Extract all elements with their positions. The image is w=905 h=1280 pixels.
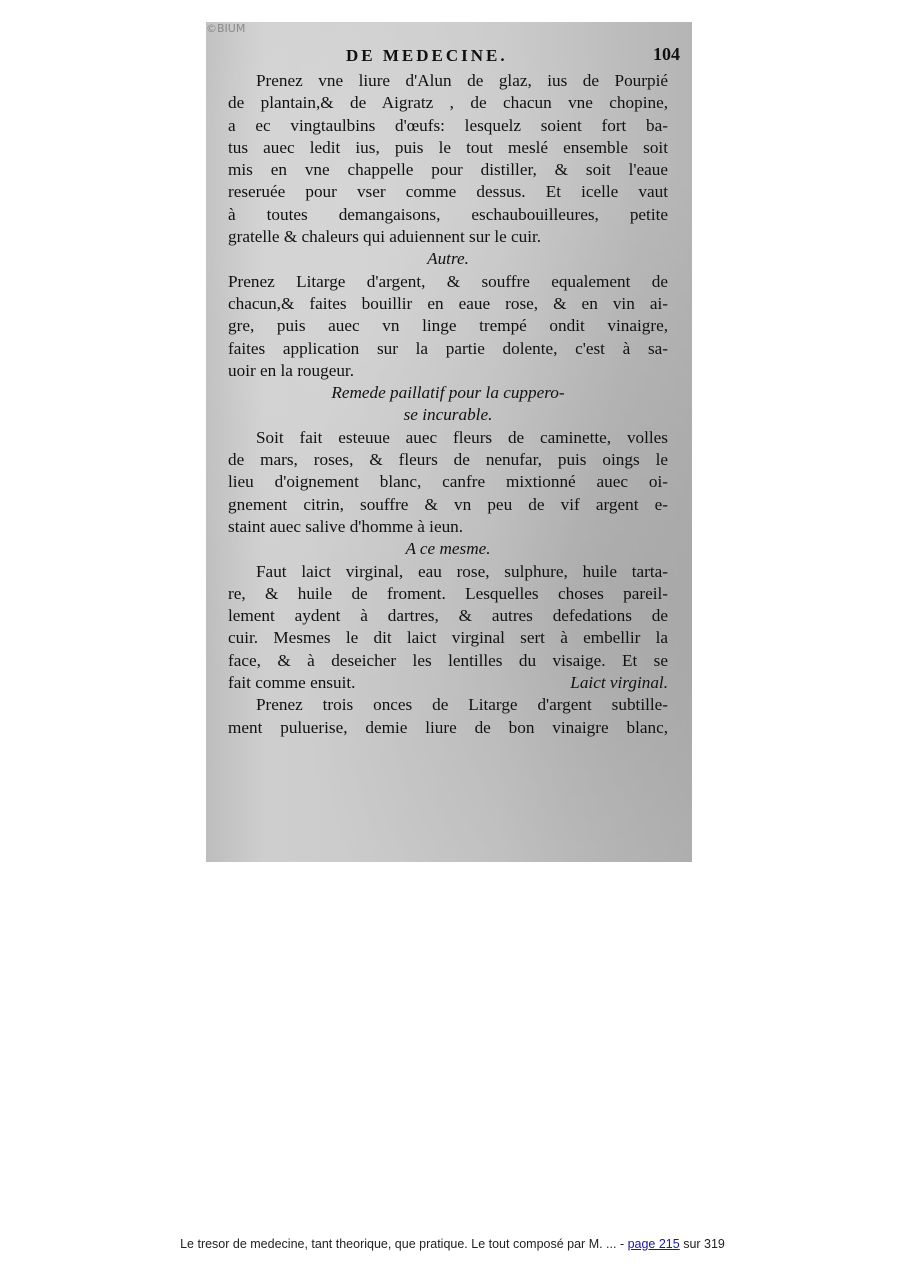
- text-line-content: faites application sur la partie dolente, c'est à sa-: [228, 338, 668, 358]
- text-line: [228, 449, 668, 471]
- text-line-content: de mars, roses, & fleurs de nenufar, puis oings le: [228, 450, 668, 470]
- text-line: [228, 338, 668, 360]
- document-caption: [0, 1237, 905, 1251]
- text-line: [228, 427, 668, 449]
- text-line: [228, 293, 668, 315]
- text-line: [228, 181, 668, 203]
- text-line-content: a ec vingtaulbins d'œufs: lesquelz soient fort ba-: [228, 115, 668, 135]
- page-number: 104: [653, 44, 680, 64]
- scanned-text-body: [228, 70, 668, 739]
- text-line-content: Faut laict virginal, eau rose, sulphure, huile tarta-: [256, 561, 668, 581]
- text-line-content: à toutes demangaisons, eschaubouilleures, petite: [228, 204, 668, 224]
- text-line: [228, 92, 668, 114]
- section-heading: Autre.: [427, 249, 469, 269]
- section-heading: A ce mesme.: [405, 539, 491, 559]
- text-line: [228, 315, 668, 337]
- text-line: [228, 137, 668, 159]
- text-line: [228, 717, 668, 739]
- text-line-content: uoir en la rougeur.: [228, 360, 355, 380]
- text-line: [228, 226, 668, 248]
- text-line-content: face, & à deseicher les lentilles du visaige. Et se: [228, 650, 668, 670]
- text-line: [228, 694, 668, 716]
- text-line: [228, 204, 668, 226]
- text-line-content: de plantain,& de Aigratz , de chacun vne chopine,: [228, 93, 668, 113]
- text-line: [228, 516, 668, 538]
- side-heading: Laict virginal.: [570, 673, 668, 693]
- running-head: DE MEDECINE.: [346, 46, 508, 65]
- text-line: [228, 650, 668, 672]
- text-line-content: re, & huile de froment. Lesquelles choses pareil-: [228, 583, 668, 603]
- text-line-content: staint auec salive d'homme à ieun.: [228, 516, 464, 536]
- text-line-content: cuir. Mesmes le dit laict virginal sert à embellir la: [228, 628, 668, 648]
- text-line: [228, 672, 668, 694]
- text-line: [228, 605, 668, 627]
- text-line-content: Prenez vne liure d'Alun de glaz, ius de Pourpié: [256, 71, 668, 90]
- section-heading: Remede paillatif pour la cuppero-: [331, 383, 565, 403]
- section-heading: se incurable.: [403, 405, 493, 425]
- text-line-content: mis en vne chappelle pour distiller, & soit l'eaue: [228, 160, 668, 180]
- text-line-content: gre, puis auec vn linge trempé ondit vinaigre,: [228, 316, 668, 336]
- text-line-content: Prenez Litarge d'argent, & souffre equalement de: [228, 271, 668, 291]
- text-line: [228, 583, 668, 605]
- text-line-content: gratelle & chaleurs qui aduiennent sur le cuir.: [228, 227, 542, 247]
- text-line: [228, 494, 668, 516]
- text-line: [228, 70, 668, 92]
- text-line-content: Soit fait esteuue auec fleurs de caminette, volles: [256, 427, 668, 447]
- page-link[interactable]: page 215: [627, 1237, 680, 1251]
- text-line: [228, 360, 668, 382]
- text-line-content: chacun,& faites bouillir en eaue rose, & en vin ai-: [228, 293, 668, 313]
- text-line-content: reseruée pour vser comme dessus. Et icelle vaut: [228, 182, 668, 202]
- text-line: [228, 561, 668, 583]
- copyright-watermark: ©BIUM: [206, 22, 246, 35]
- text-line-content: gnement citrin, souffre & vn peu de vif argent e-: [228, 494, 668, 514]
- page-scan-image: [206, 22, 692, 862]
- text-line: [228, 627, 668, 649]
- text-line-content: ment puluerise, demie liure de bon vinaigre blanc,: [228, 717, 668, 737]
- text-line-content: tus auec ledit ius, puis le tout meslé ensemble soit: [228, 137, 668, 157]
- text-line: [228, 115, 668, 137]
- text-line-content: fait comme ensuit.: [228, 673, 356, 693]
- text-line-content: Prenez trois onces de Litarge d'argent subtille-: [256, 695, 668, 715]
- text-line-content: lement aydent à dartres, & autres defedations de: [228, 606, 668, 626]
- page-count-suffix: sur 319: [679, 1237, 725, 1251]
- text-line-content: lieu d'oignement blanc, canfre mixtionné auec oi-: [228, 472, 668, 492]
- text-line: [228, 271, 668, 293]
- document-title: Le tresor de medecine, tant theorique, que pratique. Le tout composé par M. ... -: [180, 1237, 628, 1251]
- text-line: [228, 471, 668, 493]
- text-line: [228, 159, 668, 181]
